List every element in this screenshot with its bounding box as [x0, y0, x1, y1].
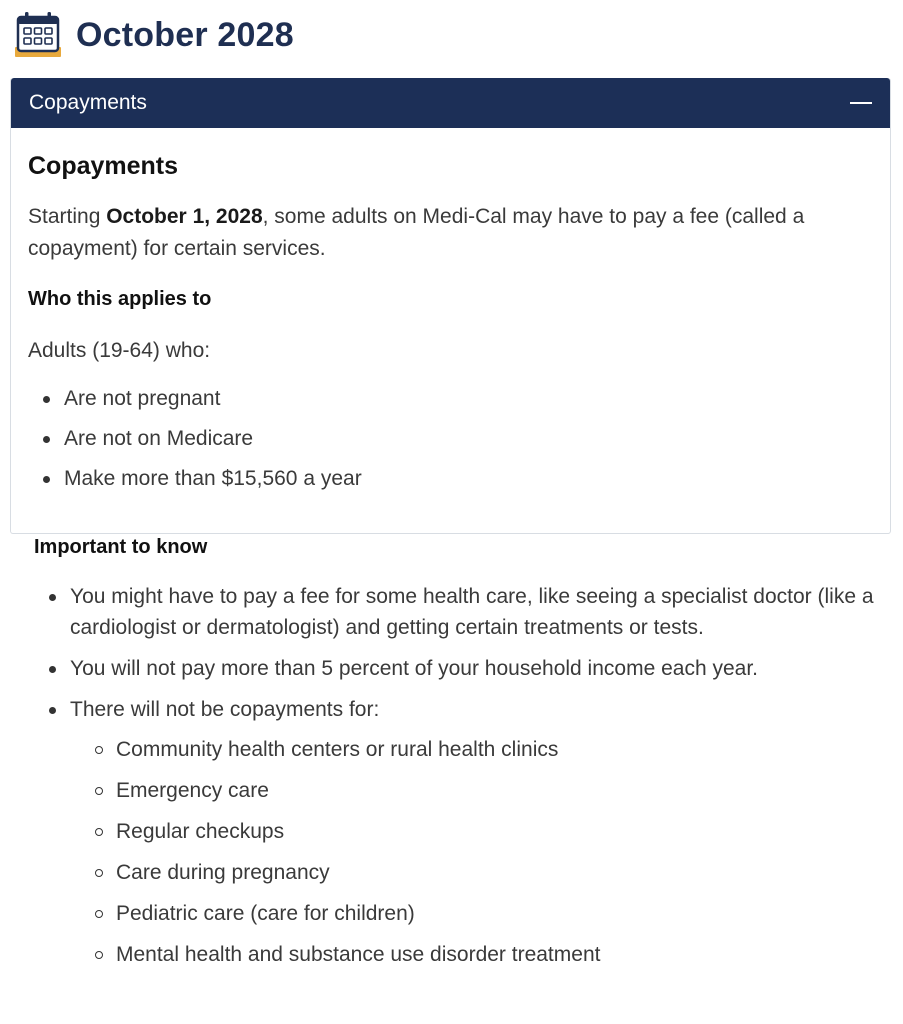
- exemption-item: Care during pregnancy: [70, 857, 884, 888]
- important-list: [34, 581, 884, 970]
- page-title: October 2028: [76, 15, 294, 54]
- important-section: [34, 536, 884, 980]
- adults-text: Adults (19-64) who:: [28, 339, 211, 362]
- exemption-item: Pediatric care (care for children): [70, 898, 884, 929]
- intro-paragraph: [28, 201, 873, 265]
- minus-icon[interactable]: [850, 92, 872, 114]
- intro-date: October 1, 2028: [106, 205, 263, 228]
- exemption-item: Emergency care: [70, 775, 884, 806]
- page-header: [14, 10, 294, 60]
- list-item: [34, 694, 884, 970]
- list-item: You will not pay more than 5 percent of your household income each year.: [34, 653, 884, 684]
- list-item: Make more than $15,560 a year: [28, 463, 873, 494]
- accordion-header[interactable]: [11, 78, 890, 128]
- copayments-accordion: [10, 78, 891, 534]
- exemption-item: Mental health and substance use disorder treatment: [70, 939, 884, 970]
- list-item: You might have to pay a fee for some health care, like seeing a specialist doctor (like a cardiologist or dermatologist) and getting certain treatments or tests.: [34, 581, 884, 643]
- who-heading: Who this applies to: [28, 288, 212, 310]
- list-item-text: There will not be copayments for:: [70, 698, 380, 721]
- intro-suffix: , some adults on Medi-Cal may have to pay a fee (called a copayment) for certain services.: [28, 205, 805, 260]
- accordion-body: [11, 128, 890, 494]
- list-item: Are not on Medicare: [28, 423, 873, 454]
- exemption-item: Community health centers or rural health clinics: [70, 734, 884, 765]
- list-item: Are not pregnant: [28, 383, 873, 414]
- intro-prefix: Starting: [28, 205, 107, 228]
- important-heading: Important to know: [34, 536, 208, 558]
- exemptions-list: [70, 734, 884, 970]
- accordion-header-label: Copayments: [29, 91, 147, 114]
- eligibility-list: [28, 383, 873, 494]
- calendar-icon: [14, 11, 62, 59]
- exemption-item: Regular checkups: [70, 816, 884, 847]
- section-heading: Copayments: [28, 152, 179, 180]
